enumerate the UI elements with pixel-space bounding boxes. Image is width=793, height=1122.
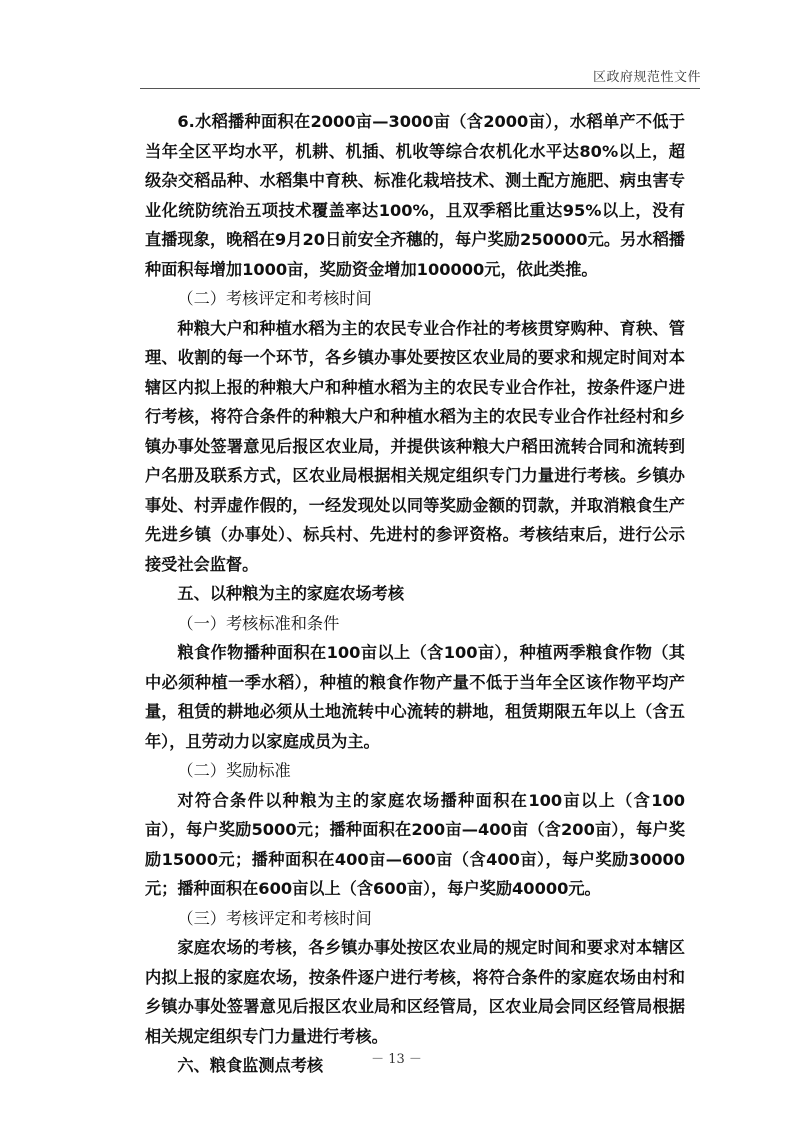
- document-body: [145, 107, 685, 1081]
- subheading-assessment-time-2: （三）考核评定和考核时间: [177, 908, 372, 928]
- subheading-standards: （一）考核标准和条件: [177, 613, 340, 633]
- paragraph-family-farm-conditions: 粮食作物播种面积在100亩以上（含100亩），种植两季粮食作物（其中必须种植一季水稻），种植的粮食作物产量不低于当年全区该作物平均产量，租赁的耕地必须从土地流转中心流转的耕地，租赁期限五年以上（含五年），且劳动力以家庭成员为主。: [145, 643, 685, 751]
- paragraph-rice-award: 6.水稻播种面积在2000亩—3000亩（含2000亩），水稻单产不低于当年全区平均水平，机耕、机插、机收等综合农机化水平达80%以上，超级杂交稻品种、水稻集中育秧、标准化栽培技术、测土配方施肥、病虫害专业化统防统治五项技术覆盖率达100%，且双季稻比重达95%以上，没有直播现象，晚稻在9月20日前安全齐穗的，每户奖励250000元。另水稻播种面积每增加1000亩，奖励资金增加100000元，依此类推。: [145, 112, 685, 279]
- header-title: 区政府规范性文件: [592, 70, 701, 85]
- paragraph-family-farm-award: 对符合条件以种粮为主的家庭农场播种面积在100亩以上（含100亩），每户奖励5000元；播种面积在200亩—400亩（含200亩），每户奖励15000元；播种面积在400亩—600亩（含400亩），每户奖励30000元；播种面积在600亩以上（含600亩），每户奖励40000元。: [145, 790, 685, 898]
- page-number: － 13 －: [371, 1052, 422, 1067]
- paragraph-cooperative-assessment: 种粮大户和种植水稻为主的农民专业合作社的考核贯穿购种、育秧、管理、收割的每一个环节，各乡镇办事处要按区农业局的要求和规定时间对本辖区内拟上报的种粮大户和种植水稻为主的农民专业合作社，按条件逐户进行考核，将符合条件的种粮大户和种植水稻为主的农民专业合作社经村和乡镇办事处签署意见后报区农业局，并提供该种粮大户稻田流转合同和流转到户名册及联系方式，区农业局根据相关规定组织专门力量进行考核。乡镇办事处、村弄虚作假的，一经发现处以同等奖励金额的罚款，并取消粮食生产先进乡镇（办事处）、标兵村、先进村的参评资格。考核结束后，进行公示接受社会监督。: [145, 318, 685, 574]
- section-heading-family-farm: 五、以种粮为主的家庭农场考核: [177, 584, 405, 603]
- section-heading-monitoring-point: 六、粮食监测点考核: [177, 1056, 324, 1075]
- paragraph-family-farm-assessment: 家庭农场的考核，各乡镇办事处按区农业局的规定时间和要求对本辖区内拟上报的家庭农场，按条件逐户进行考核，将符合条件的家庭农场由村和乡镇办事处签署意见后报区农业局和区经管局，区农业局会同区经管局根据相关规定组织专门力量进行考核。: [145, 938, 685, 1046]
- header-divider: [140, 88, 700, 89]
- subheading-award-standard: （二）奖励标准: [177, 761, 291, 780]
- subheading-assessment-time-1: （二）考核评定和考核时间: [177, 289, 372, 308]
